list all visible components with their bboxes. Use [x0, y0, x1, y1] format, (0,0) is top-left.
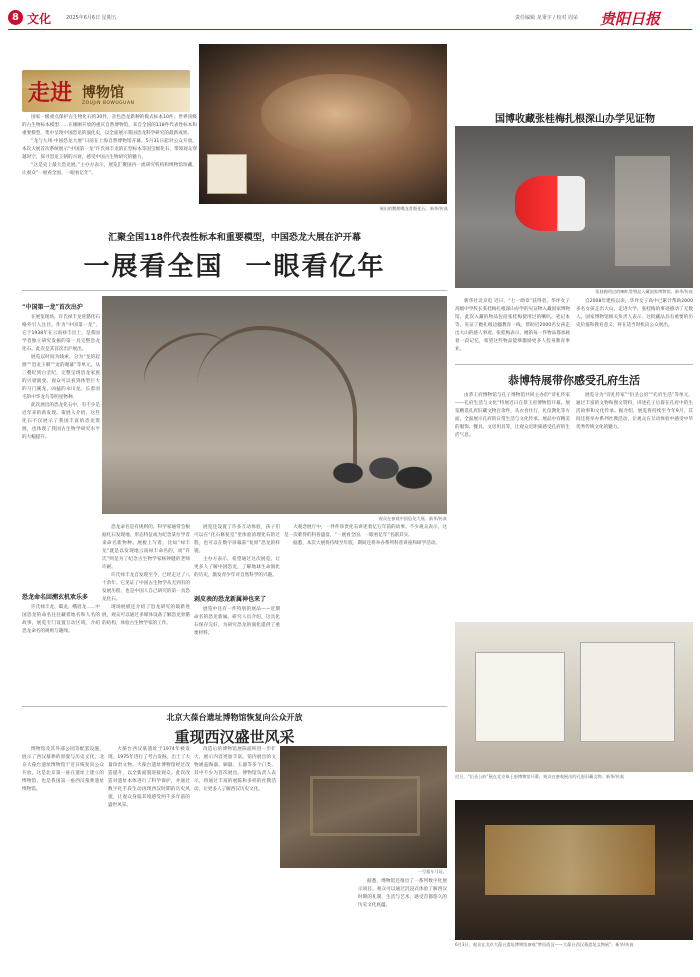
- newspaper-logo: 贵阳日报: [600, 10, 661, 28]
- column-logo: [22, 70, 190, 112]
- subhead: “中国第一龙”首次出沪: [22, 304, 83, 311]
- fossil-photo: [199, 44, 447, 204]
- tomb-structure: [310, 776, 420, 836]
- right-top-headline: 国博收藏张桂梅扎根深山办学见证物: [495, 114, 655, 125]
- bottom-photo-caption: 一号墓车马坑。: [417, 869, 447, 874]
- fossil-label-card: [207, 154, 247, 194]
- body-text: [194, 524, 280, 592]
- bottom-col-3: 改造后的博物馆展陈面积进一步扩大，展示内容更加丰富。馆内展出的文物涵盖陶器、铜器、玉器等多个门类，其中不少为首次展出。博物馆负责人表示，将通过丰富的展陈和多样的社教活动，让更多人了解西汉历史文化。: [194, 747, 276, 792]
- exhibit-screen: [485, 825, 655, 895]
- main-col-4: [284, 524, 447, 700]
- editors: 责任编辑 龙秉宇 / 校对 周荣: [515, 15, 579, 21]
- main-kicker: 汇聚全国118件代表性标本和重要模型，中国恐龙大展在沪开幕: [108, 233, 361, 243]
- issue-date: 2025年6月6日 星期五: [66, 15, 117, 21]
- main-headline-rule: [22, 290, 447, 291]
- bottom-right-caption: 6月3日，观众在北京大葆台遗址博物馆参观“梦回西汉——大葆台西汉墓遗址文物展”。新华/传真: [455, 942, 634, 947]
- masthead: [0, 0, 700, 32]
- paragraph: 恐龙命名是有规则的。科学家通常会根据化石发现地、形态特征或为纪念某位学者来命名新物种。展板上写着，比如“禄丰龙”就是以发现地云南禄丰命名的，而“许氏”则是为了纪念古生物学家杨钟健的老师许耐。: [102, 525, 190, 570]
- right-mid-headline: 恭博特展带你感受孔府生活: [508, 374, 640, 387]
- paragraph: 展览以时间为线索，分为“龙的起源”“恐龙王朝”“龙的谢幕”等单元，从三叠纪到白垩纪，完整呈现恐龙家族的兴衰演变。观众可以看到体型巨大的马门溪龙、凶猛的永川龙、长着羽毛的中华龙鸟等明星物种。: [22, 355, 100, 400]
- column-title-pinyin: ZOUJIN BOWUGUAN: [82, 101, 135, 106]
- bottom-headline: 重现西汉盛世风采: [174, 728, 295, 746]
- right-mid-col-2: 展览分为“诗礼传家”“衍圣公府”“孔府生活”等单元，通过丰富的文物和图文资料，讲述孔子后裔在孔府中的生活故事和文化传承。据介绍，展览将持续至今年9月，其间还将举办系列社教活动，让观众在互动体验中感受中华优秀传统文化的魅力。: [576, 393, 693, 430]
- intro-paragraph: 国家一级重点保护古生物化石约30件，杂色恐龙新种的模式标本10件，世界顶级的古生物标本模型……在刚刚开放的重庆自然博物馆，来自全国的118件代表性标本和重要模型，集中呈现中国恐龙的演化史，以全面展示我国恐龙科学研究的最新成果。: [22, 115, 197, 136]
- document-case: [580, 642, 675, 742]
- paragraph: 展览还设置了许多互动体验，孩子们可以在“化石修复室”里体验清理化石的过程，也可以在数字屏幕前“复原”恐龙的样貌。: [194, 525, 280, 554]
- main-photo-caption: 观众在参观中国恐龙大展。新华/传真: [378, 516, 447, 521]
- paragraph: 此次展出的恐龙化石中，有不少是近年来的新发现。策展人介绍，这些化石不仅展示了我国丰富的恐龙资源，也体现了我国古生物学研究水平的大幅提升。: [22, 403, 100, 440]
- right-top-photo-caption: 张桂梅用过的喇叭等物品入藏国家博物馆。新华/传真: [595, 289, 693, 294]
- subhead: 剥皮表的恐龙新属神也来了: [194, 596, 267, 603]
- right-mid-top-rule: [455, 364, 693, 365]
- paragraph: 主办方表示，希望通过这次展览，让更多人了解中国恐龙，了解地球生命演化的历史，激发青少年对自然科学的兴趣。: [194, 557, 280, 578]
- right-photo-caption: 近日，“衍圣公府”展在北京恭王府博物馆开幕，观众在参观展出的孔府旧藏文物。新华/传真: [455, 774, 625, 779]
- fossil-slab: [261, 74, 411, 154]
- visitor-crowd: [312, 416, 432, 511]
- column-title-big: 走进: [28, 80, 73, 106]
- paragraph: 许氏禄丰龙自发现至今，已经走过了八十余年。它见证了中国古生物学从无到有的发展历程，也是中国人自己研究的第一具恐龙化石。: [102, 573, 190, 602]
- paragraph: 大观念展厅中，一件件珍贵化石讲述着亿万年前的故事。不少观众表示，这是一次难得的科普盛宴，“一展看全国、一眼看亿年”名副其实。: [284, 525, 447, 538]
- intro-paragraph: “龙与九州·中国恐龙大展”日前在上海自然博物馆开幕，5月31日起对公众开放。本次大展首次系统展示“中国第一龙”许氏禄丰龙的正型标本等国宝级化石，带领观众穿越时空，探寻恐龙王朝的兴衰，感受中国古生物研究的魅力。: [22, 139, 197, 160]
- bottom-col-4: 据悉，博物馆还推出了一系列数字化展示项目，观众可以通过沉浸式体验了解西汉时期的礼制、生活与艺术，感受首都悠久的历史文化底蕴。: [358, 879, 447, 908]
- body-text: 展览中还有一件特别的展品——近期命名的恐龙新属。研究人员介绍，这具化石保存完好，为研究恐龙的演化提供了重要材料。: [194, 607, 280, 636]
- right-top-col-1: 新华社北京电 近日，“七一勋章”获得者、华坪女子高级中学校长张桂梅扎根深山办学的见证物入藏国家博物馆。此次入藏的物品包括张桂梅使用过的喇叭、笔记本等，见证了她扎根边疆教育一线、帮助近2000名女孩走出大山的感人事迹。张桂梅表示，她的每一件物品都承载着一段记忆，希望这些物品能够激励更多人投身教育事业。: [455, 299, 570, 352]
- megaphone: [515, 176, 585, 231]
- page-number: 8: [12, 12, 19, 23]
- confucius-mansion-photo: [455, 622, 693, 772]
- paragraph: 现场展板还介绍了恐龙研究的最新进展，观众可以通过多媒体设备了解恐龙骨骼的结构，体验古生物学家的工作。: [102, 605, 190, 626]
- column-title-main: 博物馆: [82, 85, 124, 101]
- display-case: [615, 156, 670, 266]
- main-col-3: [194, 524, 280, 700]
- paragraph: 在展览现场，许氏禄丰龙骨骼化石格外引人注目。作为“中国第一龙”，它于1938年在云南禄丰出土，是我国学者独立研究发掘的第一具完整恐龙化石。此次是其首次出沪展出。: [22, 315, 100, 352]
- bottom-col-2: 大葆台西汉墓遗址于1974年被发现，1975年进行了考古发掘，出土了大量珍贵文物。大葆台遗址博物馆经过改造提升，以全新面貌迎接观众。此次改造对遗址本体进行了科学保护，并通过数字化手段生动再现西汉时期的历史风貌，让观众身临其境感受两千多年前的盛世风采。: [108, 747, 190, 808]
- zhang-guimei-items-photo: [455, 126, 693, 288]
- page-number-badge: [8, 10, 23, 25]
- han-dynasty-exhibit-photo: [455, 800, 693, 940]
- main-headline: 一展看全国 一眼看亿年: [83, 252, 386, 282]
- intro-photo-caption: 展出的鹦鹉嘴龙骨骼化石。新华/传真: [379, 206, 448, 211]
- right-mid-col-1: 由恭王府博物馆与孔子博物馆共同主办的“诗礼传家——孔府生活与文化”特展近日在恭王府博物馆开幕。展览精选孔府旧藏文物百余件，从衣食住行、礼仪教化等方面，全面展示孔府的日常生活与文化传承。展品中有精美的服饰、餐具、文房用具等，让观众近距离感受孔府的生活气息。: [455, 393, 570, 438]
- body-text: 许氏禄丰龙、蜀龙、峨眉龙……中国恐龙的命名往往藏着地名和人名的故事。展览专门设置互动区域，介绍恐龙命名的规则与趣闻。: [22, 605, 100, 634]
- masthead-rule: [8, 29, 692, 30]
- subhead: 恐龙命名回溯玄机欢乐多: [22, 594, 89, 601]
- bottom-top-rule: [22, 706, 447, 707]
- intro-text: [22, 114, 197, 209]
- right-top-col-2: 自2008年建校以来，华坪女子高中已累计帮助2000多名女孩走出大山，走进大学。张桂梅的事迹感动了无数人。国家博物馆相关负责人表示，这批藏品具有重要的历史价值和教育意义，将在适当时机向公众展出。: [576, 299, 693, 328]
- main-col-1: [22, 296, 100, 700]
- bottom-col-1: 博物馆及其外部公园等配套设施，展示了西汉墓葬的原貌与历史文化。北京大葆台遗址博物馆于近日恢复向公众开放，这是北京第一座在遗址上建立的博物馆，也是我国第一座西汉墓葬遗址博物馆。: [22, 747, 104, 792]
- body-text: [22, 314, 100, 514]
- bottom-kicker: 北京大葆台遗址博物馆恢复向公众开放: [166, 713, 303, 722]
- intro-paragraph: “这是史上最大恐龙展。”主办方表示，展览汇聚国内一流研究机构和博物馆珍藏，让观众“一展看全国、一眼看亿年”。: [22, 163, 197, 176]
- section-name: 文化: [27, 12, 52, 26]
- document-case: [475, 652, 565, 742]
- dinosaur-hall-photo: [102, 296, 447, 514]
- paragraph: 据悉，本次大展将持续至年底，期间还将举办系列科普讲座和研学活动。: [293, 541, 441, 546]
- tomb-pit-photo: [280, 746, 447, 868]
- main-col-2: [102, 524, 190, 700]
